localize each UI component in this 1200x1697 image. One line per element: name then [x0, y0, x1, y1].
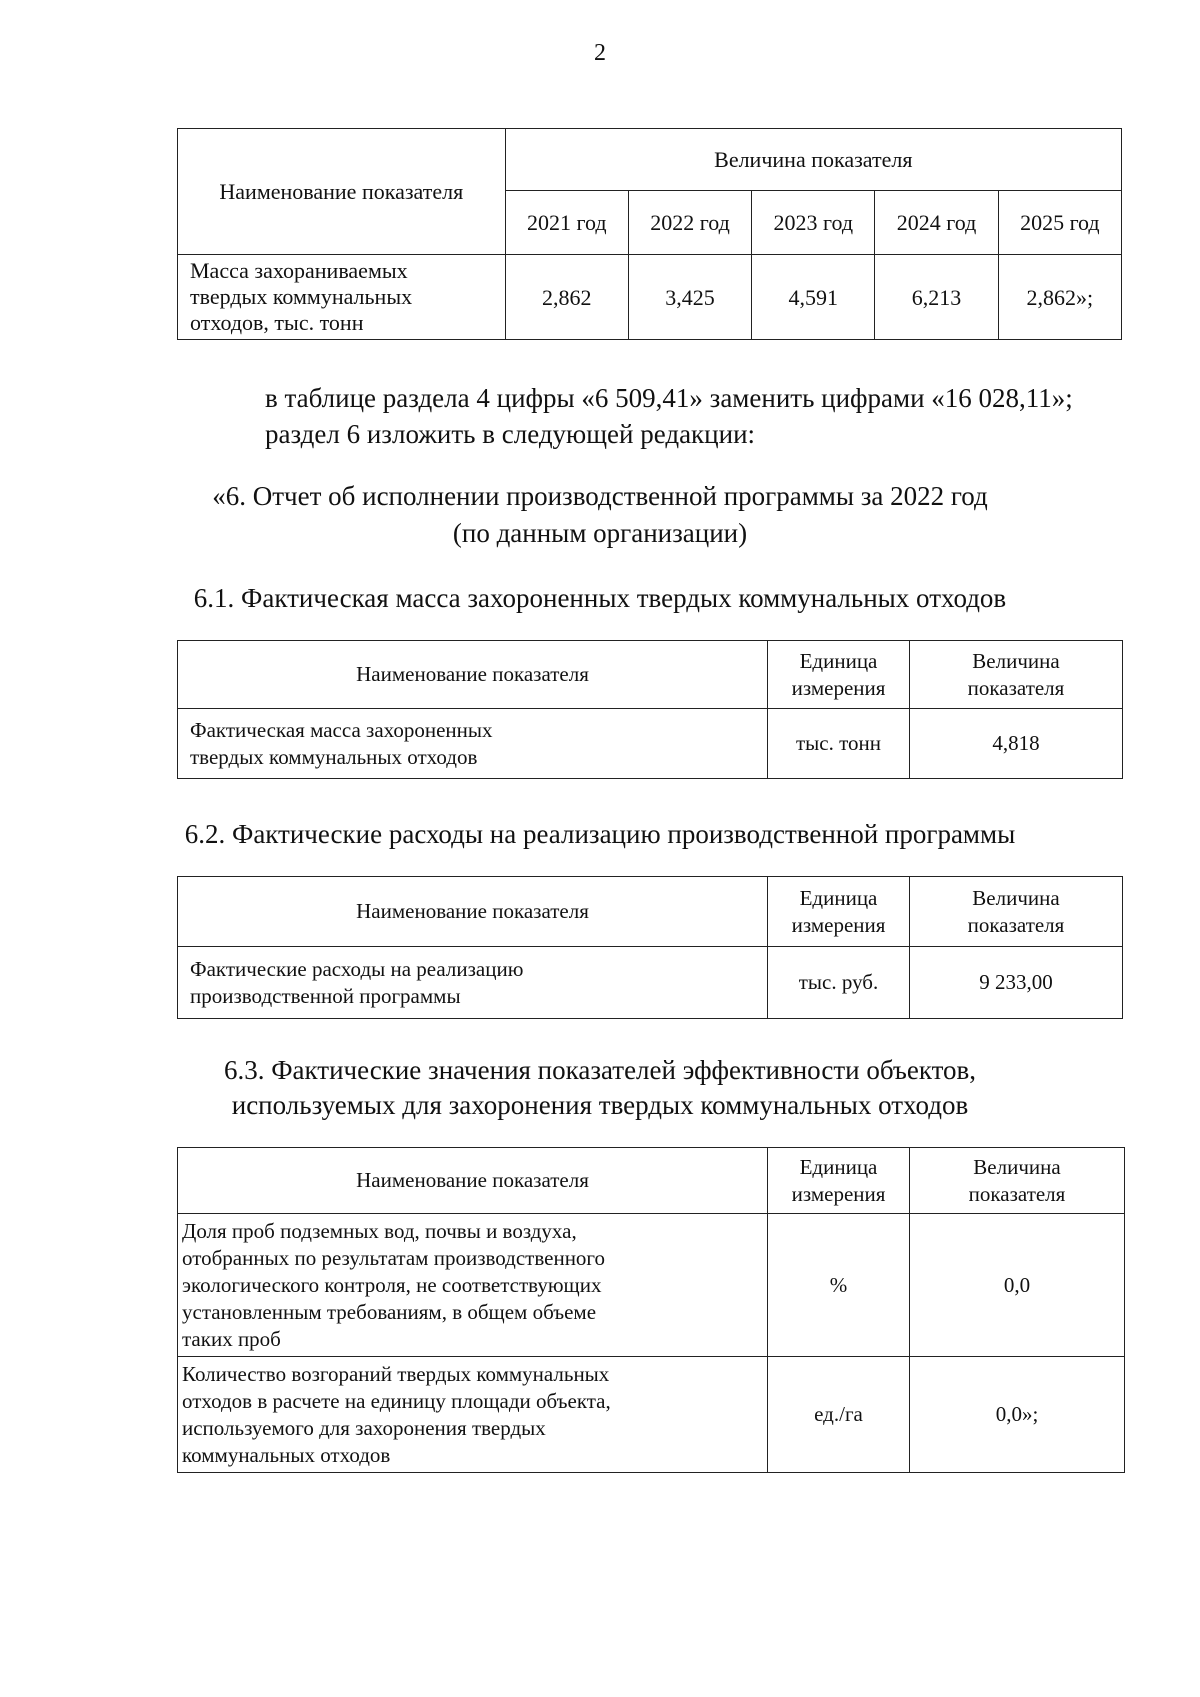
table-row	[178, 1357, 1125, 1473]
row-unit: ед./га	[768, 1357, 910, 1473]
row-value: 4,818	[910, 709, 1123, 779]
row-name: Доля проб подземных вод, почвы и воздуха, отобранных по результатам производственного экологического контроля, не соответствующих установленным требованиям, в общем объеме таких проб	[178, 1214, 768, 1357]
section-6-1-heading: 6.1. Фактическая масса захороненных твердых коммунальных отходов	[193, 583, 1007, 613]
row-value: 2,862	[505, 255, 628, 340]
section-6-3-heading: 6.3. Фактические значения показателей эффективности объектов,	[223, 1055, 977, 1085]
header-indicator-value: Величина показателя	[505, 129, 1121, 191]
header-value: Величина показателя	[910, 1148, 1125, 1214]
table-row	[178, 709, 1123, 779]
header-value: Величина показателя	[910, 877, 1123, 947]
table-row	[178, 947, 1123, 1019]
actual-expenses-table	[177, 876, 1123, 1019]
header-year: 2022 год	[628, 191, 751, 255]
header-indicator-name: Наименование показателя	[178, 129, 506, 255]
section-6-title: «6. Отчет об исполнении производственной программы за 2022 год	[212, 481, 988, 511]
header-indicator-name: Наименование показателя	[178, 877, 768, 947]
page-number: 2	[594, 40, 606, 66]
header-indicator-name: Наименование показателя	[178, 641, 768, 709]
indicator-by-year-table	[177, 128, 1122, 340]
header-indicator-name: Наименование показателя	[178, 1148, 768, 1214]
row-name: Количество возгораний твердых коммунальных отходов в расчете на единицу площади объекта, используемого для захоронения твердых коммунальных отходов	[178, 1357, 768, 1473]
header-value: Величина показателя	[910, 641, 1123, 709]
amendment-paragraph-line: раздел 6 изложить в следующей редакции:	[265, 419, 756, 449]
section-6-2-heading: 6.2. Фактические расходы на реализацию производственной программы	[184, 819, 1016, 849]
row-value: 0,0	[910, 1214, 1125, 1357]
row-value: 2,862»;	[998, 255, 1121, 340]
row-name: Фактические расходы на реализацию производственной программы	[178, 947, 768, 1019]
table-row	[178, 1214, 1125, 1357]
table-row	[178, 255, 1122, 340]
row-name: Фактическая масса захороненных твердых коммунальных отходов	[178, 709, 768, 779]
row-value: 0,0»;	[910, 1357, 1125, 1473]
row-unit: тыс. тонн	[768, 709, 910, 779]
row-unit: %	[768, 1214, 910, 1357]
row-value: 9 233,00	[910, 947, 1123, 1019]
section-6-subtitle: (по данным организации)	[452, 518, 748, 548]
header-unit: Единица измерения	[768, 641, 910, 709]
header-unit: Единица измерения	[768, 1148, 910, 1214]
actual-mass-table	[177, 640, 1123, 779]
efficiency-indicators-table	[177, 1147, 1125, 1473]
row-name-line: отходов, тыс. тонн	[190, 310, 364, 335]
row-name	[178, 255, 506, 340]
row-unit: тыс. руб.	[768, 947, 910, 1019]
row-name-line: Масса захораниваемых	[190, 258, 408, 283]
header-year: 2023 год	[752, 191, 875, 255]
section-6-3-heading-line2: используемых для захоронения твердых коммунальных отходов	[231, 1090, 969, 1120]
row-value: 4,591	[752, 255, 875, 340]
row-name-line: твердых коммунальных	[190, 284, 413, 309]
header-year: 2025 год	[998, 191, 1121, 255]
header-unit: Единица измерения	[768, 877, 910, 947]
amendment-paragraph-line: в таблице раздела 4 цифры «6 509,41» заменить цифрами «16 028,11»;	[265, 383, 1073, 413]
row-value: 3,425	[628, 255, 751, 340]
row-value: 6,213	[875, 255, 998, 340]
header-year: 2024 год	[875, 191, 998, 255]
header-year: 2021 год	[505, 191, 628, 255]
